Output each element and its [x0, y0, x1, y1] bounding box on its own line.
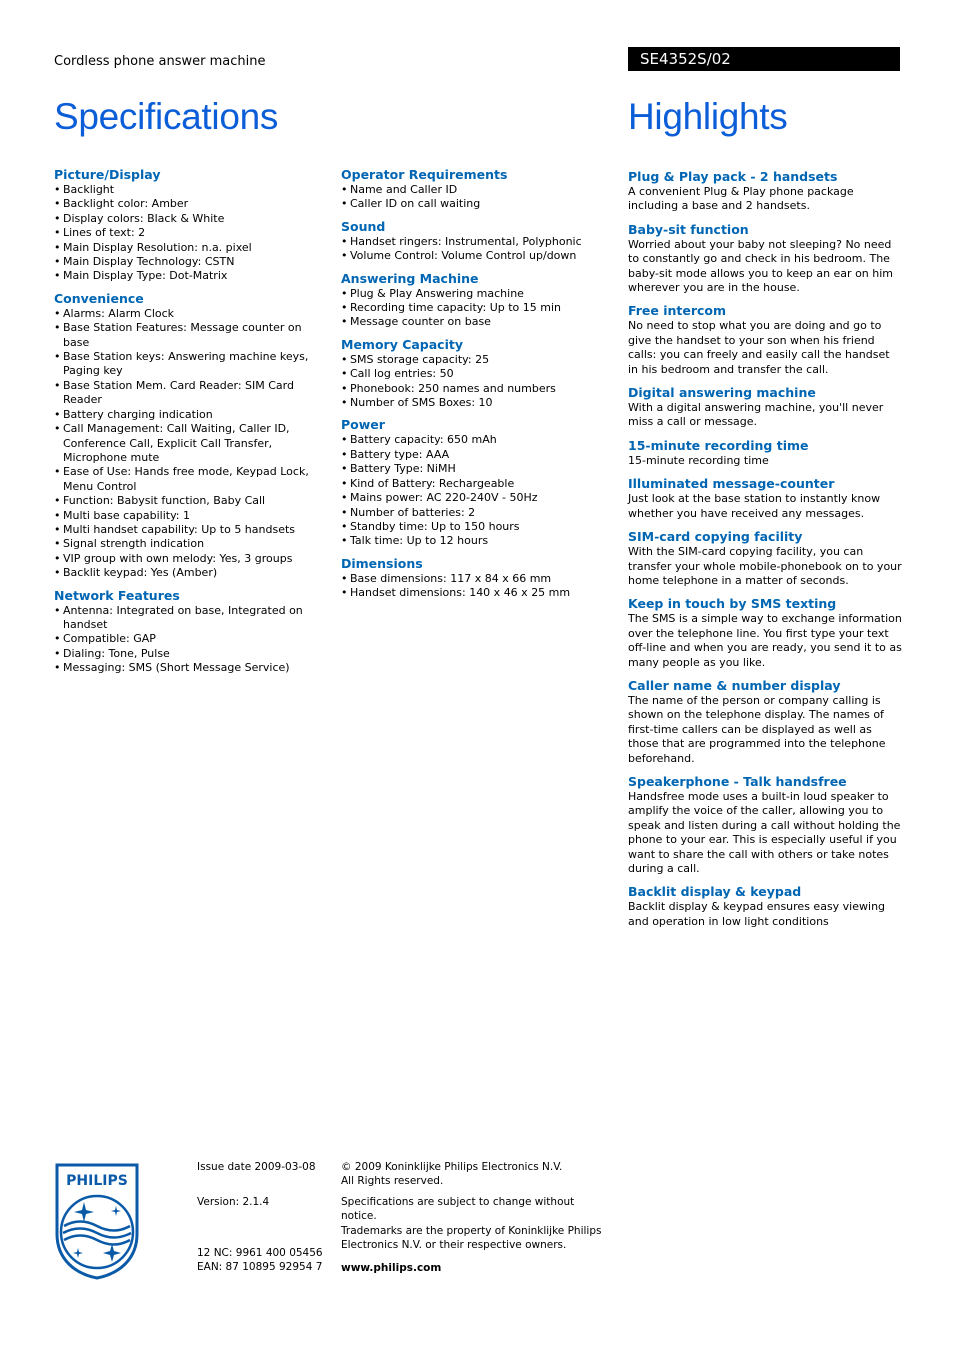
model-number-badge: SE4352S/02: [628, 47, 900, 71]
highlight-text: Backlit display & keypad ensures easy viewing and operation in low light conditions: [628, 900, 886, 928]
highlight-text: Worried about your baby not sleeping? No need to constantly go and check in his bedroom. The baby-sit mode allows you to keep an ear on him wherever you are in the house.: [628, 237, 894, 295]
product-subtitle: Cordless phone answer machine: [54, 54, 266, 69]
spec-item: • Multi base capability: 1: [54, 509, 330, 523]
highlight-item: [628, 169, 902, 214]
spec-item: • Number of batteries: 2: [341, 506, 607, 520]
spec-section-title: Sound: [341, 218, 386, 234]
spec-item: • Main Display Type: Dot-Matrix: [54, 269, 330, 283]
highlight-item: [628, 774, 902, 876]
spec-item: • Plug & Play Answering machine: [341, 287, 607, 301]
spec-item: • Battery Type: NiMH: [341, 462, 607, 476]
spec-item: • Function: Babysit function, Baby Call: [54, 494, 330, 508]
spec-item: • Base Station Features: Message counter on base: [54, 321, 330, 350]
nc-code: 12 NC: 9961 400 05456: [197, 1247, 323, 1259]
spec-item: • Antenna: Integrated on base, Integrated on handset: [54, 604, 330, 633]
spec-item: • Battery type: AAA: [341, 448, 607, 462]
highlight-text: No need to stop what you are doing and go to give the handset to your son when his friend calls: you can freely and easily call the handset in his bedroom and transfer the call.: [628, 319, 890, 376]
spec-item: • Alarms: Alarm Clock: [54, 307, 330, 321]
highlight-text: With a digital answering machine, you'll never miss a call or message.: [628, 401, 884, 429]
highlight-text: With the SIM-card copying facility, you can transfer your whole mobile-phonebook on to your home telephone in a matter of seconds.: [628, 545, 902, 587]
spec-item: • Recording time capacity: Up to 15 min: [341, 301, 607, 315]
spec-section-power: [341, 417, 607, 548]
highlight-title: Keep in touch by SMS texting: [628, 596, 837, 612]
spec-item: • Base dimensions: 117 x 84 x 66 mm: [341, 572, 607, 586]
spec-item: • Volume Control: Volume Control up/down: [341, 249, 607, 263]
spec-section-memory-capacity: [341, 337, 607, 411]
spec-section-title: Convenience: [54, 290, 144, 306]
highlight-text: A convenient Plug & Play phone package including a base and 2 handsets.: [628, 185, 854, 213]
copyright-line: © 2009 Koninklijke Philips Electronics N.V.: [341, 1161, 563, 1173]
rights-line: All Rights reserved.: [341, 1175, 444, 1188]
spec-item: • Backlight: [54, 183, 330, 197]
legal-notice: [341, 1195, 603, 1253]
highlight-item: [628, 438, 902, 468]
spec-item: • Lines of text: 2: [54, 226, 330, 240]
spec-item: • Name and Caller ID: [341, 183, 607, 197]
highlight-title: Caller name & number display: [628, 677, 841, 693]
spec-section-title: Answering Machine: [341, 270, 479, 286]
highlight-item: [628, 222, 902, 296]
spec-item: • Kind of Battery: Rechargeable: [341, 477, 607, 491]
highlight-text: 15-minute recording time: [628, 453, 769, 467]
highlight-text: The SMS is a simple way to exchange information over the telephone line. You first type your text off-line and when you are ready, you send it to as many people as you like.: [628, 612, 902, 669]
highlights-column: [628, 167, 902, 937]
spec-item: • Mains power: AC 220-240V - 50Hz: [341, 491, 607, 505]
specs-column-1: [54, 167, 330, 683]
highlight-item: [628, 303, 902, 377]
highlight-item: [628, 884, 902, 929]
spec-item: • Multi handset capability: Up to 5 handsets: [54, 523, 330, 537]
spec-item: • Main Display Resolution: n.a. pixel: [54, 241, 330, 255]
highlight-title: Backlit display & keypad: [628, 884, 802, 900]
spec-item: • Backlit keypad: Yes (Amber): [54, 566, 330, 580]
spec-item: • Backlight color: Amber: [54, 197, 330, 211]
highlight-title: Digital answering machine: [628, 385, 816, 401]
highlight-item: [628, 476, 902, 521]
spec-section-title: Network Features: [54, 587, 180, 603]
copyright: [341, 1160, 562, 1189]
spec-item: • Talk time: Up to 12 hours: [341, 534, 607, 548]
spec-item: • Messaging: SMS (Short Message Service): [54, 661, 330, 675]
spec-section-convenience: [54, 291, 330, 581]
spec-item: • Base Station keys: Answering machine keys, Paging key: [54, 350, 330, 379]
spec-item: • Battery capacity: 650 mAh: [341, 433, 607, 447]
spec-item: • Battery charging indication: [54, 408, 330, 422]
highlight-title: SIM-card copying facility: [628, 529, 803, 545]
spec-item: • Display colors: Black & White: [54, 212, 330, 226]
highlight-text: Handsfree mode uses a built-in loud speaker to amplify the voice of the caller, allowing you to speak and listen during a call without holding the phone to your ear. This is especially useful if you want to share the call with others or take notes during a call.: [628, 789, 901, 875]
highlight-title: Baby-sit function: [628, 221, 749, 237]
notice-line: Electronics N.V. or their respective owners.: [341, 1239, 567, 1252]
highlight-title: Speakerphone - Talk handsfree: [628, 773, 847, 789]
highlight-title: Plug & Play pack - 2 handsets: [628, 169, 838, 184]
spec-item: • Call log entries: 50: [341, 367, 607, 381]
highlight-title: 15-minute recording time: [628, 437, 809, 453]
spec-item: • Message counter on base: [341, 315, 607, 329]
highlight-title: Illuminated message-counter: [628, 476, 835, 492]
logo-wordmark: PHILIPS: [66, 1173, 128, 1189]
specifications-heading: Specifications: [54, 96, 279, 137]
notice-line: Trademarks are the property of Koninklijke Philips: [341, 1224, 602, 1237]
spec-item: • Call Management: Call Waiting, Caller ID, Conference Call, Explicit Call Transfer, Microphone mute: [54, 422, 330, 465]
highlight-item: [628, 385, 902, 430]
spec-section-title: Operator Requirements: [341, 167, 508, 182]
notice-line: Specifications are subject to change without notice.: [341, 1196, 575, 1223]
spec-item: • SMS storage capacity: 25: [341, 353, 607, 367]
philips-logo: [54, 1162, 140, 1284]
spec-section-title: Power: [341, 417, 385, 433]
philips-shield-icon: [54, 1162, 140, 1280]
highlight-item: [628, 596, 902, 670]
spec-item: • VIP group with own melody: Yes, 3 groups: [54, 552, 330, 566]
spec-item: • Ease of Use: Hands free mode, Keypad Lock, Menu Control: [54, 465, 330, 494]
ean-code: EAN: 87 10895 92954 7: [197, 1261, 323, 1274]
specs-column-2: [341, 167, 607, 608]
spec-item: • Number of SMS Boxes: 10: [341, 396, 607, 410]
highlight-text: Just look at the base station to instantly know whether you have received any messages.: [628, 492, 881, 520]
spec-section-network-features: [54, 588, 330, 676]
spec-item: • Signal strength indication: [54, 537, 330, 551]
spec-section-sound: [341, 219, 607, 264]
product-codes: [197, 1246, 323, 1275]
highlight-title: Free intercom: [628, 303, 727, 319]
website-link[interactable]: www.philips.com: [341, 1262, 442, 1274]
spec-item: • Base Station Mem. Card Reader: SIM Card Reader: [54, 379, 330, 408]
highlight-item: [628, 529, 902, 588]
spec-section-operator-requirements: [341, 167, 607, 212]
spec-item: • Standby time: Up to 150 hours: [341, 520, 607, 534]
spec-item: • Main Display Technology: CSTN: [54, 255, 330, 269]
spec-section-dimensions: [341, 556, 607, 601]
spec-item: • Handset ringers: Instrumental, Polyphonic: [341, 235, 607, 249]
spec-item: • Compatible: GAP: [54, 632, 330, 646]
spec-item: • Caller ID on call waiting: [341, 197, 607, 211]
spec-section-title: Memory Capacity: [341, 336, 464, 352]
highlight-item: [628, 678, 902, 766]
spec-item: • Phonebook: 250 names and numbers: [341, 382, 607, 396]
spec-item: • Dialing: Tone, Pulse: [54, 647, 330, 661]
highlight-text: The name of the person or company calling is shown on the telephone display. The names of first-time callers can be displayed as well as those that are programmed into the telephone beforehand.: [628, 693, 886, 765]
spec-section-title: Picture/Display: [54, 167, 161, 182]
spec-section-title: Dimensions: [341, 555, 423, 571]
spec-section-picture-display: [54, 167, 330, 284]
spec-item: • Handset dimensions: 140 x 46 x 25 mm: [341, 586, 607, 600]
spec-section-answering-machine: [341, 271, 607, 330]
issue-date: Issue date 2009-03-08: [197, 1161, 316, 1173]
highlights-heading: Highlights: [628, 96, 788, 137]
version: Version: 2.1.4: [197, 1196, 270, 1208]
